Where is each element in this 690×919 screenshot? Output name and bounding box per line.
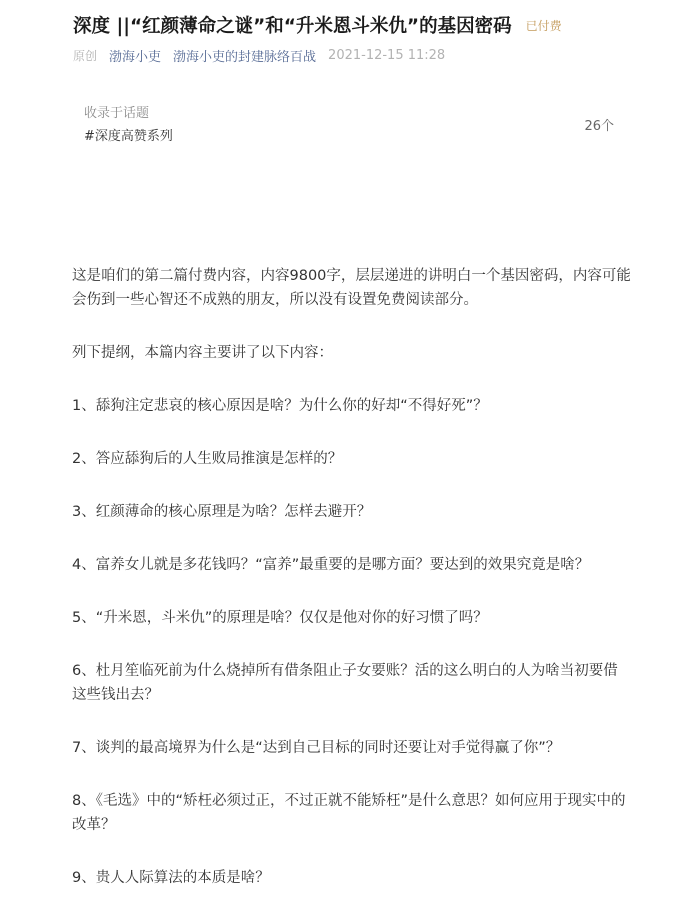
article-meta <box>73 45 445 65</box>
article-header <box>73 10 673 40</box>
article-body <box>72 264 632 919</box>
author-link[interactable]: 渤海小吏 <box>109 49 162 65</box>
paragraph-item-2: 2、答应舔狗后的人生败局推演是怎样的？ <box>72 451 343 467</box>
paragraph-item-1: 1、舔狗注定悲哀的核心原因是啥？为什么你的好却“不得好死”？ <box>72 398 488 414</box>
paragraph-item-3: 3、红颜薄命的核心原理是为啥？怎样去避开？ <box>72 504 372 520</box>
topic-label: 收录于话题 <box>84 106 150 121</box>
paid-badge: 已付费 <box>525 18 562 33</box>
publish-time: 2021-12-15 11:28 <box>328 47 446 63</box>
paragraph-intro: 这是咱们的第二篇付费内容，内容9800字，层层递进的讲明白一个基因密码，内容可能会伤到一些心智还不成熟的朋友，所以没有设置免费阅读部分。 <box>72 268 631 308</box>
article-title: 深度 ||“红颜薄命之谜”和“升米恩斗米仇”的基因密码 <box>73 16 512 37</box>
paragraph-item-7: 7、谈判的最高境界为什么是“达到自己目标的同时还要让对手觉得赢了你”？ <box>72 740 561 756</box>
topic-tag-link[interactable]: #深度高赞系列 <box>84 129 173 144</box>
paragraph-item-9: 9、贵人人际算法的本质是啥？ <box>72 870 270 886</box>
paragraph-item-8: 8、《毛选》中的“矫枉必须过正，不过正就不能矫枉”是什么意思？如何应用于现实中的改革？ <box>72 793 626 833</box>
original-label: 原创 <box>73 48 98 63</box>
paragraph-item-5: 5、“升米恩，斗米仇”的原理是啥？仅仅是他对你的好习惯了吗？ <box>72 610 488 626</box>
topic-count: 26个 <box>584 119 614 134</box>
topic-card[interactable] <box>84 102 614 150</box>
paragraph-item-4: 4、富养女儿就是多花钱吗？“富养”最重要的是哪方面？要达到的效果究竟是啥？ <box>72 557 590 573</box>
paragraph-item-6: 6、杜月笙临死前为什么烧掉所有借条阻止子女要账？活的这么明白的人为啥当初要借这些钱出去？ <box>72 663 618 703</box>
account-link[interactable]: 渤海小吏的封建脉络百战 <box>173 49 317 65</box>
paragraph-outline-intro: 列下提纲，本篇内容主要讲了以下内容： <box>72 345 333 361</box>
